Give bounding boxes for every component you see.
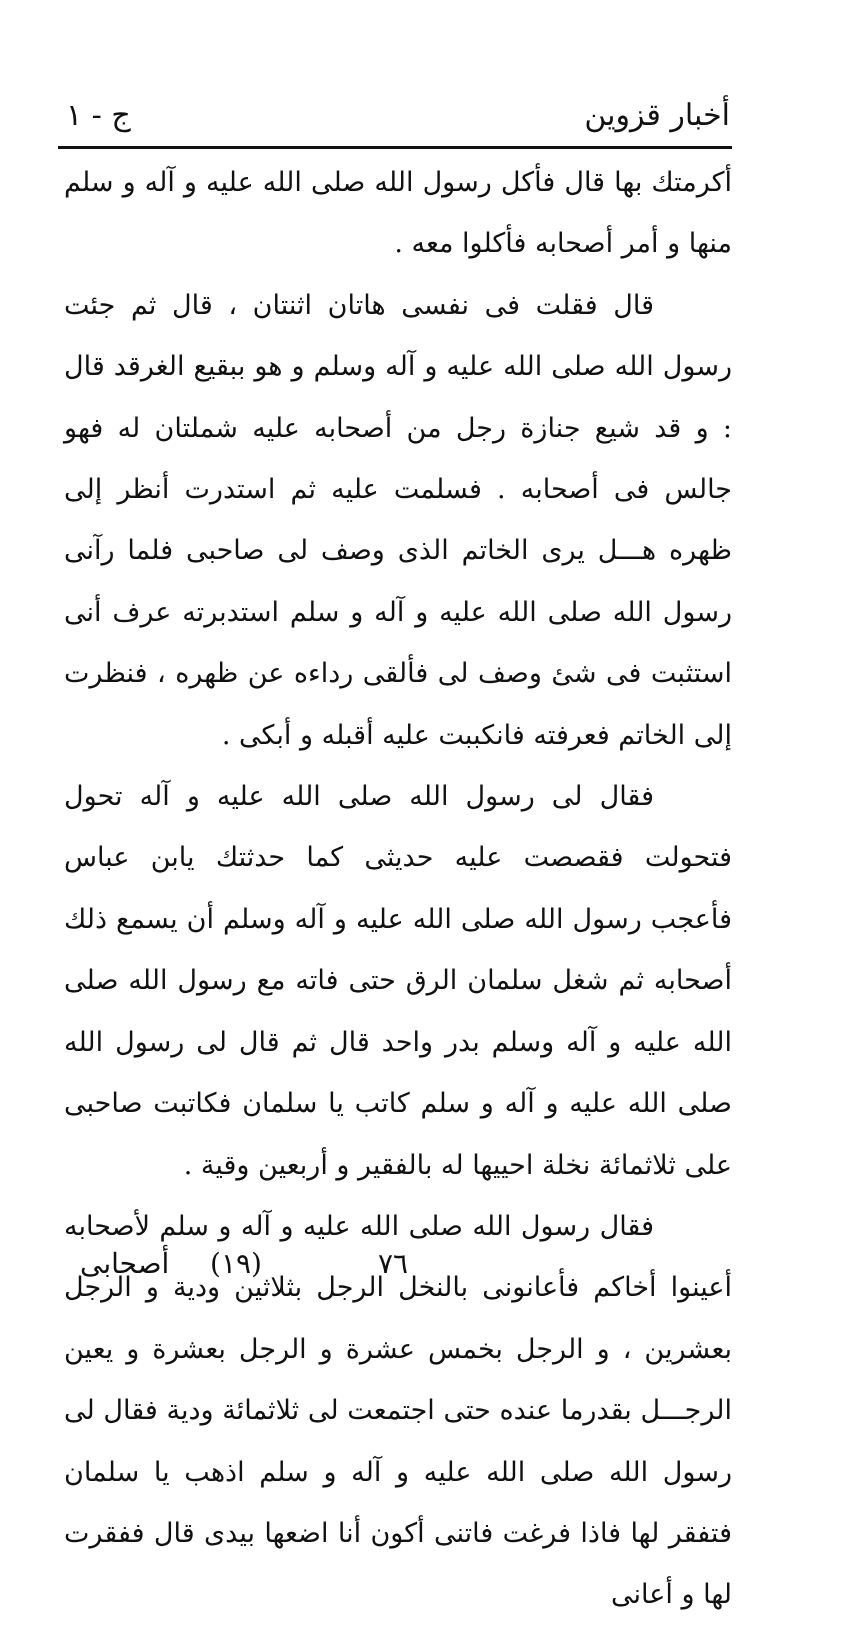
body-text xyxy=(64,152,732,1626)
paragraph-2: قال فقلت فى نفسى هاتان اثنتان ، قال ثم جئت رسول الله صلى الله عليه و آله وسلم و هو ببقيع الغرقد قال : و قد شيع جنازة رجل من أصحابه عليه شملتان له فهو جالس فى أصحابه . فسلمت عليه ثم استدرت أنظر إلى ظهره هـــل يرى الخاتم الذى وصف لى صاحبى فلما رآنى رسول الله صلى الله عليه و آله و سلم استدبرته عرف أنى استثبت فى شئ وصف لى فألقى رداءه عن ظهره ، فنظرت إلى الخاتم فعرفته فانكببت عليه أقبله و أبكى . xyxy=(64,289,732,751)
header-rule xyxy=(58,146,732,149)
paragraph-1: أكرمتك بها قال فأكل رسول الله صلى الله عليه و آله و سلم منها و أمر أصحابه فأكلوا معه . xyxy=(64,167,732,260)
volume-label: ج - ١ xyxy=(66,98,131,133)
running-title: أخبار قزوين xyxy=(584,98,730,133)
sheet-mark: (١٩) xyxy=(210,1247,262,1280)
page-header xyxy=(66,98,730,144)
paragraph-4: فقال رسول الله صلى الله عليه و آله و سلم لأصحابه أعينوا أخاكم فأعانونى بالنخل الرجل بثلاثين ودية و الرجل بعشرين ، و الرجل بخمس عشرة و الرجل بعشرة و يعين الرجـــل بقدرما عنده حتى اجتمعت لى ثلاثمائة ودية فقال لى رسول الله صلى الله عليه و آله و سلم اذهب يا سلمان فتفقر لها فاذا فرغت فاتنى أكون أنا اضعها بيدى قال ففقرت لها و أعانى xyxy=(64,1210,732,1611)
catchword: أصحابى xyxy=(80,1247,170,1280)
page-footer xyxy=(80,1247,660,1297)
paragraph-3: فقال لى رسول الله صلى الله عليه و آله تحول فتحولت فقصصت عليه حديثى كما حدثتك يابن عباس فأعجب رسول الله صلى الله عليه و آله وسلم أن يسمع ذلك أصحابه ثم شغل سلمان الرق حتى فاته مع رسول الله صلى الله عليه و آله وسلم بدر واحد قال ثم قال لى رسول الله صلى الله عليه و آله و سلم كاتب يا سلمان فكاتبت صاحبى على ثلاثمائة نخلة احييها له بالفقير و أربعين وقية . xyxy=(64,781,732,1181)
page-number: ٧٦ xyxy=(378,1247,409,1280)
